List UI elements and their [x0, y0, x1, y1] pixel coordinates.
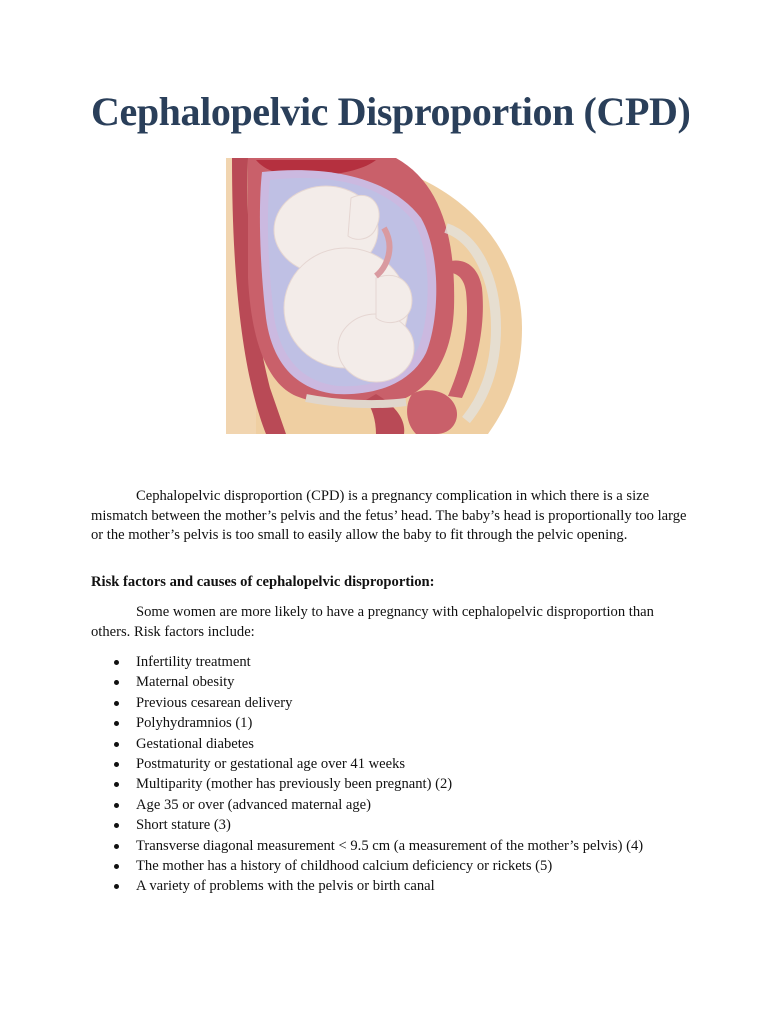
list-item: Maternal obesity — [91, 672, 711, 692]
list-item: Multiparity (mother has previously been pregnant) (2) — [91, 774, 711, 794]
list-item: A variety of problems with the pelvis or birth canal — [91, 876, 711, 896]
list-item: Transverse diagonal measurement < 9.5 cm (a measurement of the mother’s pelvis) (4) — [91, 836, 711, 856]
list-item: Age 35 or over (advanced maternal age) — [91, 795, 711, 815]
bullet-icon — [114, 782, 119, 787]
intro-paragraph-text: Cephalopelvic disproportion (CPD) is a pregnancy complication in which there is a size mismatch between the mother’s pelvis and the fetus’ head. The baby’s head is proportionally too large or the mother’s pelvis is too small to easily allow the baby to fit through the pelvic opening. — [91, 488, 687, 543]
list-item: Short stature (3) — [91, 815, 711, 835]
risk-factors-list — [91, 652, 711, 897]
bullet-icon — [114, 803, 119, 808]
pregnancy-illustration — [226, 158, 526, 434]
bullet-icon — [114, 884, 119, 889]
list-item: Previous cesarean delivery — [91, 693, 711, 713]
bullet-icon — [114, 864, 119, 869]
bullet-icon — [114, 721, 119, 726]
list-item: Polyhydramnios (1) — [91, 713, 711, 733]
bullet-icon — [114, 680, 119, 685]
bullet-icon — [114, 844, 119, 849]
section-paragraph-text: Some women are more likely to have a pregnancy with cephalopelvic disproportion than others. Risk factors include: — [91, 604, 654, 640]
bullet-icon — [114, 823, 119, 828]
bullet-icon — [114, 762, 119, 767]
bullet-icon — [114, 742, 119, 747]
list-item: The mother has a history of childhood calcium deficiency or rickets (5) — [91, 856, 711, 876]
bullet-icon — [114, 701, 119, 706]
section-heading: Risk factors and causes of cephalopelvic disproportion: — [91, 574, 435, 590]
list-item: Infertility treatment — [91, 652, 711, 672]
page-title: Cephalopelvic Disproportion (CPD) — [91, 89, 691, 134]
bullet-icon — [114, 660, 119, 665]
list-item: Postmaturity or gestational age over 41 weeks — [91, 754, 711, 774]
list-item: Gestational diabetes — [91, 734, 711, 754]
intro-paragraph — [91, 487, 691, 546]
section-paragraph — [91, 603, 691, 642]
